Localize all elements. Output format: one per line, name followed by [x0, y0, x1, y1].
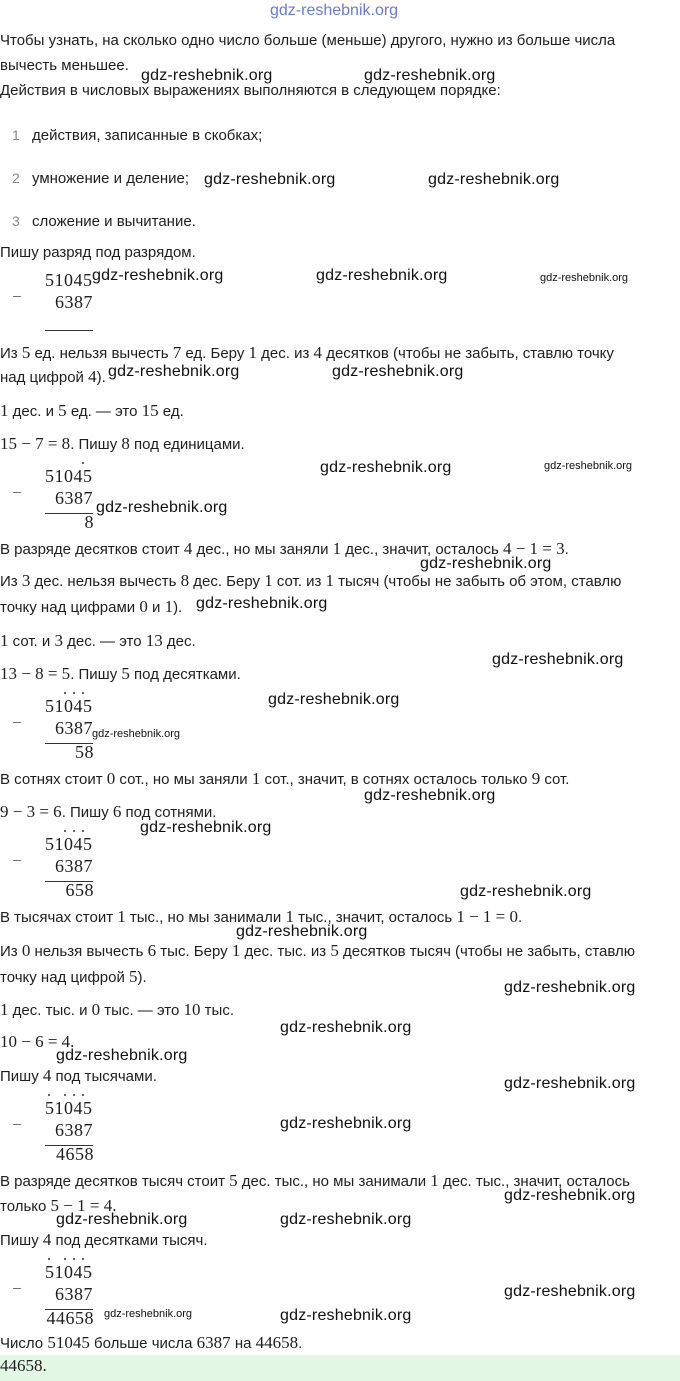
answer-value: 44658. [0, 1356, 47, 1375]
minuend: 51045 [45, 696, 93, 716]
watermark: gdz-reshebnik.org [92, 728, 181, 740]
watermark: gdz-reshebnik.org [420, 555, 552, 572]
step4-line4: 1 дес. тыс. и 0 тыс. — это 10 тыс. [0, 1000, 234, 1019]
borrow-dot [82, 462, 84, 464]
step3-line1: В сотнях стоит 0 сот., но мы заняли 1 сот., значит, в сотнях осталось только 9 сот. [0, 769, 570, 788]
watermark: gdz-reshebnik.org [332, 363, 464, 380]
watermark: gdz-reshebnik.org [540, 272, 629, 284]
borrow-dot [64, 1094, 66, 1096]
subtrahend: 6387 [55, 718, 93, 738]
minus-sign: − [12, 851, 22, 870]
watermark: gdz-reshebnik.org [236, 923, 368, 940]
step5-line1: В разряде десятков тысяч стоит 5 дес. тыс., но мы занимали 1 дес. тыс., значит, осталось [0, 1171, 630, 1190]
watermark: gdz-reshebnik.org [280, 1019, 412, 1036]
subtraction-column-4 [0, 1100, 100, 1172]
borrow-dot [64, 1258, 66, 1260]
watermark: gdz-reshebnik.org [504, 1075, 636, 1092]
step5-line2: только 5 − 1 = 4. [0, 1196, 117, 1215]
step5-line3: Пишу 4 под десятками тысяч. [0, 1230, 208, 1249]
borrow-dot [48, 1258, 50, 1260]
step4-line6: Пишу 4 под тысячами. [0, 1066, 157, 1085]
watermark: gdz-reshebnik.org [492, 651, 624, 668]
subtrahend: 6387 [55, 856, 93, 876]
step1-line3: 1 дес. и 5 ед. — это 15 ед. [0, 401, 184, 420]
step1-line1: Из 5 ед. нельзя вычесть 7 ед. Беру 1 дес. из 4 десятков (чтобы не забыть, ставлю точку [0, 343, 614, 362]
result: 658 [65, 880, 94, 900]
step1-line4: 15 − 7 = 8. Пишу 8 под единицами. [0, 434, 245, 453]
rule-paragraph-line2: вычесть меньшее. [0, 57, 129, 74]
step2-line3: точку над цифрами 0 и 1). [0, 597, 183, 616]
watermark: gdz-reshebnik.org [140, 819, 272, 836]
watermark: gdz-reshebnik.org [364, 67, 496, 84]
step4-line1: В тысячах стоит 1 тыс., но мы занимали 1 тыс., значит, осталось 1 − 1 = 0. [0, 907, 523, 926]
watermark: gdz-reshebnik.org [141, 67, 273, 84]
subtraction-column-1 [0, 468, 100, 540]
subtraction-column-2 [0, 698, 100, 770]
borrow-dot [64, 830, 66, 832]
borrow-dot [48, 1094, 50, 1096]
step2-line2: Из 3 дес. нельзя вычесть 8 дес. Беру 1 сот. из 1 тысяч (чтобы не забыть об этом, ставлю [0, 571, 622, 590]
watermark: gdz-reshebnik.org [92, 267, 224, 284]
subtrahend: 6387 [55, 1284, 93, 1304]
minus-sign: − [12, 287, 22, 306]
result: 4658 [56, 1144, 94, 1164]
watermark: gdz-reshebnik.org [504, 1283, 636, 1300]
subtrahend: 6387 [55, 292, 93, 312]
answer-box [0, 1355, 680, 1381]
watermark: gdz-reshebnik.org [108, 363, 240, 380]
minuend: 51045 [45, 270, 93, 290]
result: 44658 [46, 1308, 94, 1328]
conclusion-text: Число 51045 больше числа 6387 на 44658. [0, 1333, 303, 1352]
watermark: gdz-reshebnik.org [268, 691, 400, 708]
minuend: 51045 [45, 466, 93, 486]
result: 8 [84, 512, 94, 532]
minus-sign: − [12, 1115, 22, 1134]
step4-line2: Из 0 нельзя вычесть 6 тыс. Беру 1 дес. тыс. из 5 десятков тысяч (чтобы не забыть, ставлю [0, 941, 636, 960]
watermark: gdz-reshebnik.org [56, 1211, 188, 1228]
step4-line5: 10 − 6 = 4. [0, 1032, 75, 1051]
watermark-top: gdz-reshebnik.org [270, 2, 399, 19]
step2-line1: В разряде десятков стоит 4 дес., но мы заняли 1 дес., значит, осталось 4 − 1 = 3. [0, 539, 569, 558]
list-item-text: умножение и деление; [32, 170, 190, 187]
watermark: gdz-reshebnik.org [504, 979, 636, 996]
borrow-dot [82, 830, 84, 832]
minuend: 51045 [45, 1098, 93, 1118]
watermark: gdz-reshebnik.org [196, 595, 328, 612]
minuend: 51045 [45, 1262, 93, 1282]
watermark: gdz-reshebnik.org [96, 499, 228, 516]
step2-line4: 1 сот. и 3 дес. — это 13 дес. [0, 631, 196, 650]
watermark: gdz-reshebnik.org [204, 171, 336, 188]
subtraction-column-5 [0, 1264, 100, 1336]
subtrahend: 6387 [55, 488, 93, 508]
borrow-dot [73, 1258, 75, 1260]
rule-paragraph-line1: Чтобы узнать, на сколько одно число больше (меньше) другого, нужно из больше числа [0, 32, 616, 49]
list-item-number: 2 [12, 170, 20, 186]
borrow-dot [73, 830, 75, 832]
minuend: 51045 [45, 834, 93, 854]
minus-sign: − [12, 713, 22, 732]
borrow-dot [73, 692, 75, 694]
step2-line5: 13 − 8 = 5. Пишу 5 под десятками. [0, 664, 241, 683]
order-paragraph: Действия в числовых выражениях выполняются в следующем порядке: [0, 82, 501, 99]
watermark: gdz-reshebnik.org [280, 1115, 412, 1132]
subtraction-column-3 [0, 836, 100, 908]
minus-sign: − [12, 483, 22, 502]
digit-rule-text: Пишу разряд под разрядом. [0, 244, 196, 261]
list-item-number: 3 [12, 213, 20, 229]
watermark: gdz-reshebnik.org [428, 171, 560, 188]
borrow-dot [82, 692, 84, 694]
watermark: gdz-reshebnik.org [104, 1308, 193, 1320]
watermark: gdz-reshebnik.org [544, 460, 633, 472]
step3-line2: 9 − 3 = 6. Пишу 6 под сотнями. [0, 802, 217, 821]
borrow-dot [64, 692, 66, 694]
result-line [45, 330, 93, 331]
watermark: gdz-reshebnik.org [280, 1307, 412, 1324]
list-item-text: действия, записанные в скобках; [32, 127, 263, 144]
watermark: gdz-reshebnik.org [316, 267, 448, 284]
watermark: gdz-reshebnik.org [280, 1211, 412, 1228]
list-item-number: 1 [12, 127, 20, 143]
watermark: gdz-reshebnik.org [56, 1047, 188, 1064]
subtraction-column-0 [0, 272, 100, 344]
watermark: gdz-reshebnik.org [364, 787, 496, 804]
watermark: gdz-reshebnik.org [320, 459, 452, 476]
step1-line2: над цифрой 4). [0, 367, 106, 386]
list-item-text: сложение и вычитание. [32, 213, 196, 230]
subtrahend: 6387 [55, 1120, 93, 1140]
borrow-dot [82, 1258, 84, 1260]
step4-line3: точку над цифрой 5). [0, 967, 147, 986]
watermark: gdz-reshebnik.org [460, 883, 592, 900]
borrow-dot [73, 1094, 75, 1096]
watermark: gdz-reshebnik.org [504, 1187, 636, 1204]
minus-sign: − [12, 1279, 22, 1298]
result: 58 [75, 742, 94, 762]
borrow-dot [82, 1094, 84, 1096]
